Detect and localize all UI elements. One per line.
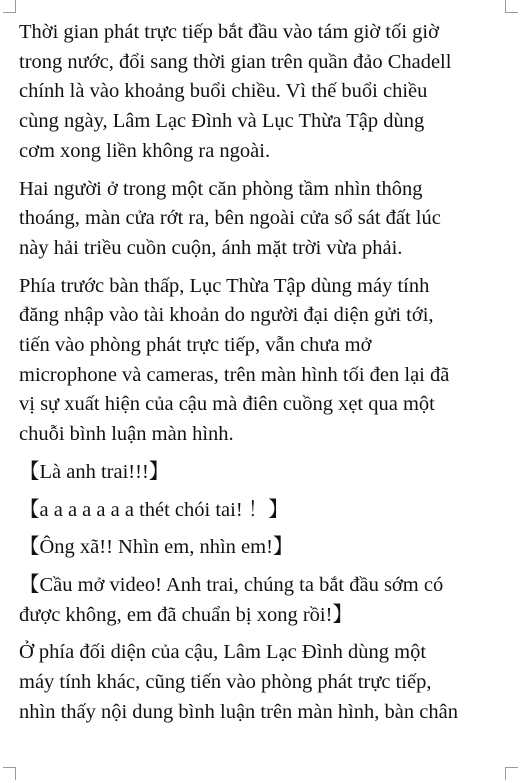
crop-mark-top-right [505,0,518,13]
text-line: chính là vào khoảng buổi chiều. Vì thế buổi chiều [19,80,428,103]
text-line: này hải triều cuồn cuộn, ánh mặt trời vừa phải. [19,236,403,259]
comment-4 [19,571,499,630]
comment-line: 【Là anh trai!!!】 [19,460,170,483]
paragraph-2 [19,175,499,264]
paragraph-4 [19,638,499,727]
comment-line: 【a a a a a a a thét chói tai! ！】 [19,498,289,521]
text-line: microphone và cameras, trên màn hình tối đen lại đã [19,363,450,386]
text-line: đăng nhập vào tài khoản do người đại diện gửi tới, [19,304,434,327]
text-line: Hai người ở trong một căn phòng tầm nhìn thông [19,177,423,200]
text-line: Ở phía đối diện của cậu, Lâm Lạc Đình dùng một [19,641,427,664]
paragraph-3 [19,272,499,450]
crop-mark-top-left [3,0,16,13]
crop-mark-bottom-left [3,767,16,780]
paragraph-1 [19,18,499,167]
comment-1 [19,458,499,488]
comment-2 [19,496,499,526]
text-line: chuỗi bình luận màn hình. [19,423,234,446]
comment-3 [19,533,499,563]
text-line: Thời gian phát trực tiếp bắt đầu vào tám giờ tối giờ [19,21,439,43]
text-line: thoáng, màn cửa rớt ra, bên ngoài cửa sổ sát đất lúc [19,207,441,230]
comment-line: 【Cầu mở video! Anh trai, chúng ta bắt đầu sớm có [19,573,444,596]
text-line: trong nước, đổi sang thời gian trên quần đảo Chadell [19,50,452,73]
text-line: vị sự xuất hiện của cậu mà điên cuồng xẹt qua một [19,393,435,416]
comment-line: 【Ông xã!! Nhìn em, nhìn em!】 [19,536,294,559]
text-line: Phía trước bàn thấp, Lục Thừa Tập dùng máy tính [19,274,430,297]
document-body [19,18,499,735]
crop-mark-bottom-right [505,767,518,780]
text-line: tiến vào phòng phát trực tiếp, vẫn chưa mở [19,334,372,357]
text-line: cùng ngày, Lâm Lạc Đình và Lục Thừa Tập dùng [19,110,425,133]
text-line: nhìn thấy nội dung bình luận trên màn hình, bàn chân [19,700,458,723]
comment-line: được không, em đã chuẩn bị xong rồi!】 [19,603,353,626]
text-line: cơm xong liền không ra ngoài. [19,139,271,162]
text-line: máy tính khác, cũng tiến vào phòng phát trực tiếp, [19,671,432,694]
